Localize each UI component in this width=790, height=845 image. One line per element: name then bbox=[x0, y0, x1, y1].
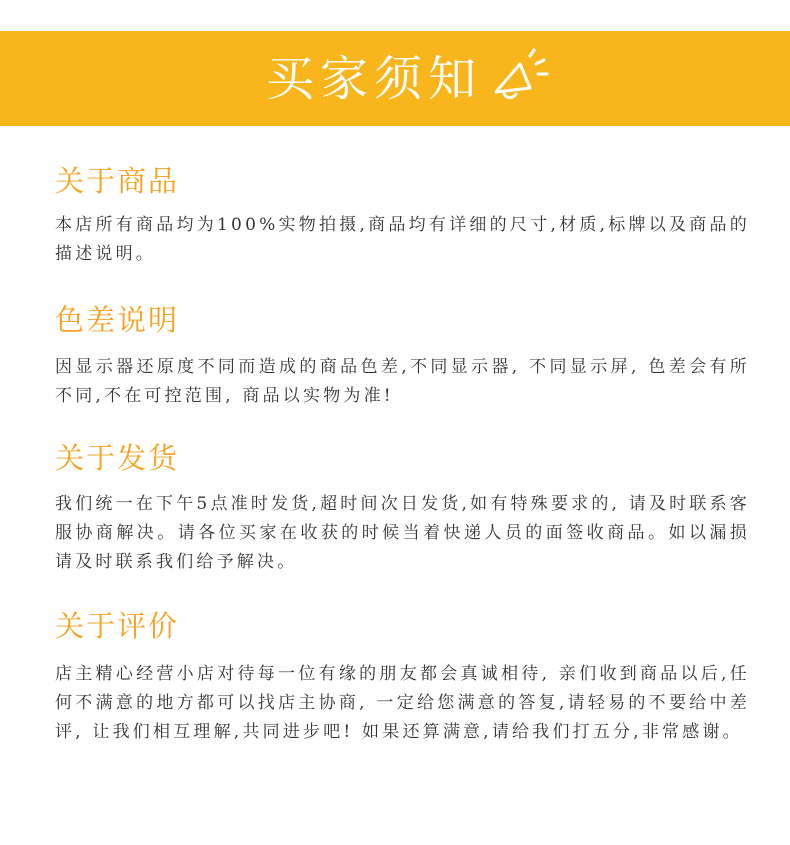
megaphone-icon bbox=[490, 48, 552, 104]
section-title-color: 色差说明 bbox=[55, 303, 180, 337]
banner-content bbox=[238, 50, 552, 107]
section-body-color: 因显示器还原度不同而造成的商品色差,不同显示器, 不同显示屏, 色差会有所不同,不在可控范围, 商品以实物为准! bbox=[55, 357, 750, 406]
section-body-products: 本店所有商品均为100%实物拍摄,商品均有详细的尺寸,材质,标牌以及商品的描述说明。 bbox=[55, 215, 750, 264]
section-body-reviews: 店主精心经营小店对待每一位有缘的朋友都会真诚相待, 亲们收到商品以后,任何不满意的地方都可以找店主协商, 一定给您满意的答复,请轻易的不要给中差评, 让我们相互理解,共同进步吧! 如果还算满意,请给我们打五分,非常感谢。 bbox=[55, 664, 750, 742]
section-body-shipping: 我们统一在下午5点准时发货,超时间次日发货,如有特殊要求的, 请及时联系客服协商解决。请各位买家在收获的时候当着快递人员的面签收商品。如以漏损请及时联系我们给予解决。 bbox=[55, 494, 750, 572]
section-title-reviews: 关于评价 bbox=[55, 609, 180, 643]
section-title-shipping: 关于发货 bbox=[55, 441, 180, 475]
header-banner bbox=[0, 31, 790, 126]
section-title-products: 关于商品 bbox=[55, 164, 180, 198]
page-title: 买家须知 bbox=[265, 50, 482, 107]
